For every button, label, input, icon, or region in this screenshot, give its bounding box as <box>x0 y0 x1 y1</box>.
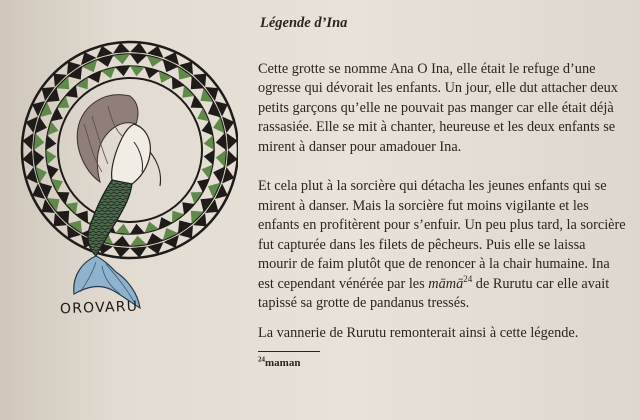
illustration-caption: OROVARU <box>59 298 139 318</box>
ring-triangle <box>46 150 56 165</box>
ring-triangle <box>34 150 44 167</box>
footnote-reference-number: 24 <box>463 273 473 284</box>
ring-triangle <box>130 236 147 246</box>
ring-triangle <box>216 150 226 167</box>
ring-triangle <box>216 133 226 150</box>
paragraph-2-text: Et cela plut à la sorcière qui détacha les jeunes enfants qui se mirent à danser. Mais la sorcière fut moins vigilante et les enfants en profitèrent pour s’enfuir. Un peu plus tard, la sorcière fut capturée dans les filets de pêcheurs. Puis elle se laissa mourir de faim plutôt que de renoncer à la chair humaine. Ina est cependant vénérée par les <box>258 178 626 292</box>
ring-triangle <box>115 224 130 234</box>
footnote-divider <box>258 351 320 352</box>
footnote-reference-word: māmā <box>428 275 464 292</box>
paragraph-2-text-end: de Rurutu car elle avait tapissé sa grotte de pandanus tressés. <box>258 275 610 311</box>
ring-triangle <box>51 108 63 121</box>
paragraph-2 <box>258 177 628 314</box>
paragraph-1: Cette grotte se nomme Ana O Ina, elle était le refuge d’une ogresse qui dévorait les enfants. Un jour, elle dut attacher deux petits garçons qu’elle ne pouvait pas manger car elle était déjà rassasiée. Elle se mit à chanter, heureuse et les deux enfants se mirent à danser pour amadouer Ina. <box>258 60 618 155</box>
ring-triangle <box>46 135 56 150</box>
ring-triangle <box>204 150 214 165</box>
mermaid-illustration <box>12 32 238 324</box>
ring-triangle <box>130 224 145 234</box>
footnote-text: maman <box>265 357 301 369</box>
ring-triangle <box>130 54 147 64</box>
ring-triangle <box>130 66 145 76</box>
text-column <box>256 14 628 374</box>
page-title: Légende d’Ina <box>260 15 348 31</box>
ring-triangle <box>51 179 63 192</box>
mermaid-drawing <box>12 32 238 324</box>
footnote-number: 24 <box>258 355 265 364</box>
ring-triangle <box>113 236 130 246</box>
paragraph-3: La vannerie de Rurutu remonterait ainsi à cette légende. <box>258 324 579 341</box>
ring-triangle <box>204 135 214 150</box>
torso <box>112 124 151 186</box>
ring-triangle <box>34 133 44 150</box>
ring-triangle <box>88 71 101 83</box>
ring-triangle <box>113 54 130 64</box>
ring-triangle <box>159 217 172 229</box>
ring-triangle <box>197 108 209 121</box>
footnote <box>258 354 628 374</box>
ring-triangle <box>115 66 130 76</box>
ring-triangle <box>159 71 172 83</box>
ring-triangle <box>197 179 209 192</box>
